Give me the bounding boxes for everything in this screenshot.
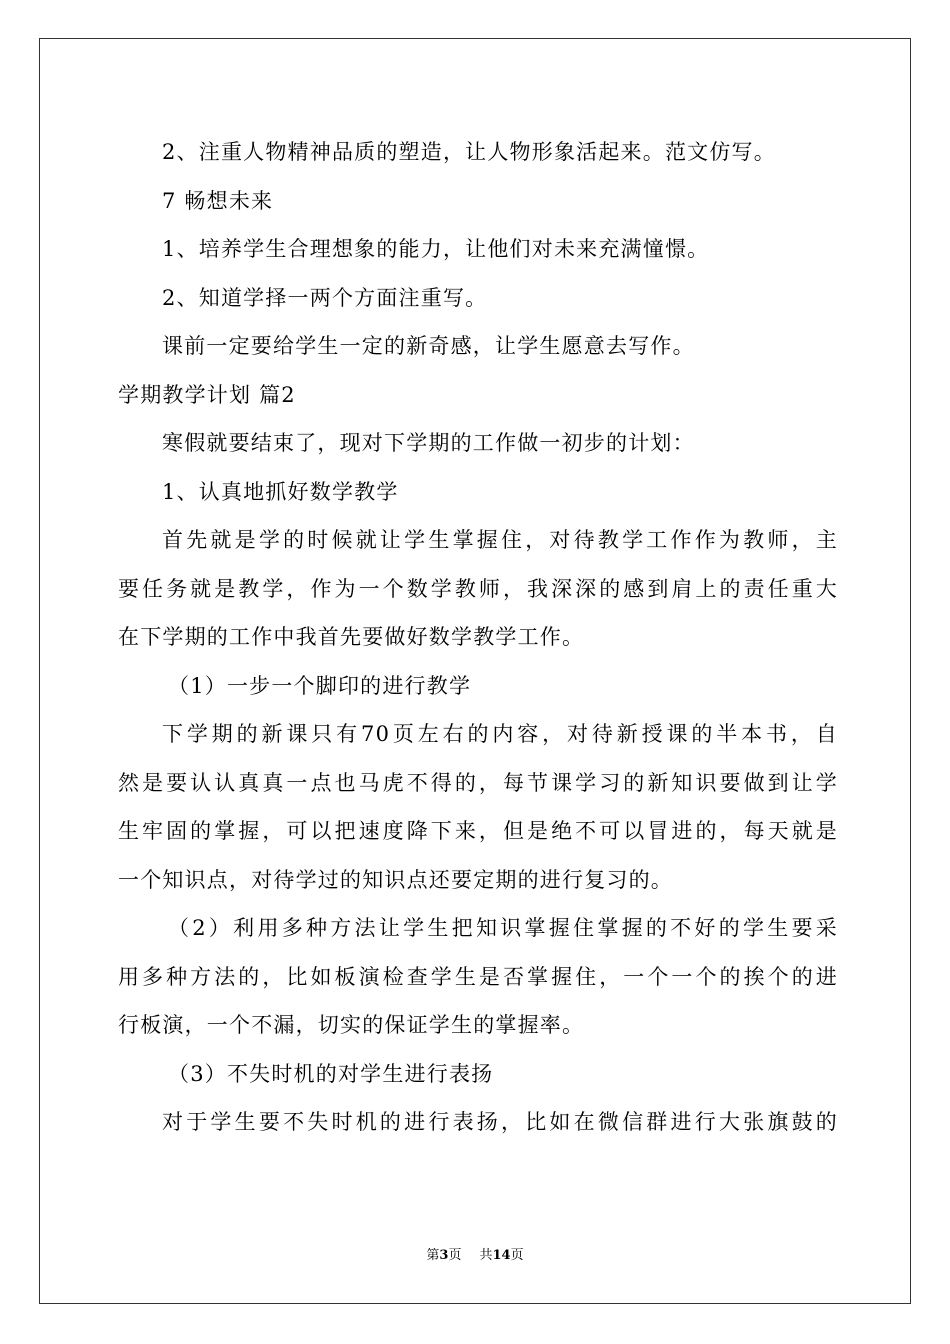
section-heading: 7 畅想未来	[162, 188, 274, 213]
paragraph-line: 课前一定要给学生一定的新奇感，让学生愿意去写作。	[162, 334, 695, 358]
paragraph-line: 对于学生要不失时机的进行表扬，比如在微信群进行大张旗鼓的	[162, 1110, 838, 1134]
paragraph-line: 寒假就要结束了，现对下学期的工作做一初步的计划：	[162, 431, 695, 455]
paragraph-line: （2）利用多种方法让学生把知识掌握住掌握的不好的学生要采	[168, 916, 838, 940]
document-body	[118, 128, 838, 1147]
paragraph-line: 2、知道学择一两个方面注重写。	[162, 285, 488, 310]
total-pages: 14	[492, 1248, 511, 1263]
section-heading: 1、认真地抓好数学教学	[162, 479, 399, 504]
paragraph-line: 然是要认认真真一点也马虎不得的，每节课学习的新知识要做到让学	[118, 770, 838, 795]
paragraph-line: 要任务就是教学，作为一个数学教师，我深深的感到肩上的责任重大	[118, 576, 838, 601]
sub-heading: （3）不失时机的对学生进行表扬	[168, 1061, 494, 1086]
page-footer	[0, 1244, 950, 1263]
page-prefix: 第	[426, 1248, 440, 1263]
paragraph-line: 行板演，一个不漏，切实的保证学生的掌握率。	[118, 1013, 585, 1037]
paragraph-line: 生牢固的掌握，可以把速度降下来，但是绝不可以冒进的，每天就是	[118, 819, 838, 843]
page-number: 3	[439, 1248, 449, 1263]
paragraph-line: 下学期的新课只有70页左右的内容，对待新授课的半本书，自	[162, 722, 838, 746]
paragraph-line: 在下学期的工作中我首先要做好数学教学工作。	[118, 625, 585, 649]
paragraph-line: 1、培养学生合理想象的能力，让他们对未来充满憧憬。	[162, 237, 710, 261]
total-prefix: 共	[479, 1248, 493, 1263]
paragraph-line: 首先就是学的时候就让学生掌握住，对待教学工作作为教师，主	[162, 528, 838, 552]
paragraph-line: 2、注重人物精神品质的塑造，让人物形象活起来。范文仿写。	[162, 140, 776, 164]
total-suffix: 页	[510, 1248, 524, 1263]
sub-heading: （1）一步一个脚印的进行教学	[168, 673, 472, 698]
paragraph-line: 用多种方法的，比如板演检查学生是否掌握住，一个一个的挨个的进	[118, 964, 838, 989]
page-suffix: 页	[448, 1248, 462, 1263]
paragraph-line: 一个知识点，对待学过的知识点还要定期的进行复习的。	[118, 867, 673, 892]
article-title: 学期教学计划 篇2	[118, 382, 296, 407]
